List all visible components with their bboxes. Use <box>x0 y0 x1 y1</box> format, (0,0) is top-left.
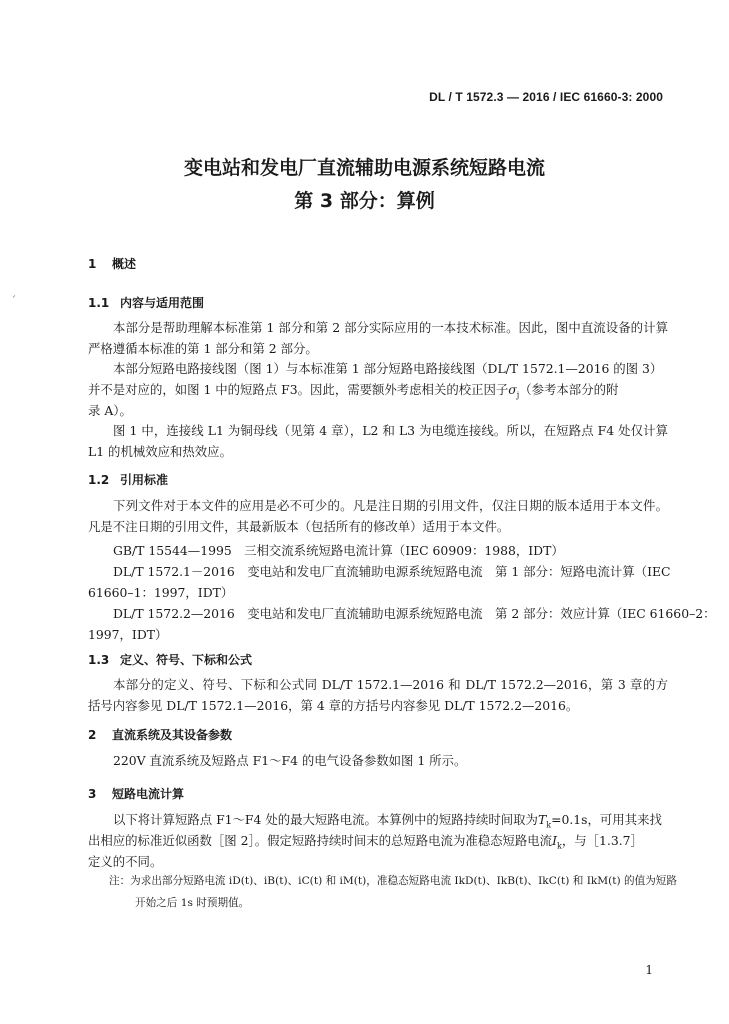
section-number: 1.2 <box>88 473 110 487</box>
document-title: 变电站和发电厂直流辅助电源系统短路电流 <box>183 157 545 179</box>
paragraph-line: 220V 直流系统及短路点 F1～F4 的电气设备参数如图 1 所示。 <box>113 753 467 768</box>
sigma-symbol: σ <box>508 382 517 397</box>
paragraph: 下列文件对于本文件的应用是必不可少的。凡是注日期的引用文件，仅注日期的版本适用于本文件。凡是不注日期的引用文件，其最新版本（包括所有的修改单）适用于本文件。 <box>88 498 668 534</box>
subscript: k <box>556 841 562 851</box>
paragraph-line: 本部分短路电路接线图（图 1）与本标准第 1 部分短路电路接线图（DL/T 1572.1—2016 的图 3） <box>113 361 663 376</box>
ik-symbol: I <box>552 833 557 848</box>
section-number: 1.3 <box>88 653 110 667</box>
text-run: 并不是对应的，如图 1 中的短路点 F3。因此，需要额外考虑相关的校正因子 <box>88 382 509 397</box>
paragraph: 本部分的定义、符号、下标和公式同 DL/T 1572.1—2016 和 DL/T 1572.2—2016，第 3 章的方括号内容参见 DL/T 1572.1—2016，第 4 章的方括号内容参见 DL/T 1572.2—2016。 <box>88 677 668 713</box>
section-title: 引用标准 <box>120 473 169 487</box>
section-heading-1 <box>88 255 136 272</box>
section-number: 2 <box>88 728 97 742</box>
paragraph-line <box>88 831 643 850</box>
paragraph: 图 1 中，连接线 L1 为铜母线（见第 4 章），L2 和 L3 为电缆连接线。所以，在短路点 F4 处仅计算 L1 的机械效应和热效应。 <box>88 423 668 459</box>
document-subtitle: 第 3 部分：算例 <box>294 190 435 212</box>
section-number: 1 <box>88 257 97 271</box>
standard-code-header: DL / T 1572.3 — 2016 / IEC 61660-3: 2000 <box>429 90 663 104</box>
section-heading-1-3 <box>88 651 252 668</box>
page-number: 1 <box>645 963 653 977</box>
section-title: 内容与适用范围 <box>120 296 205 310</box>
section-title: 定义、符号、下标和公式 <box>120 653 253 667</box>
paragraph-line: 定义的不同。 <box>88 854 163 869</box>
section-number: 3 <box>88 787 97 801</box>
subscript: k <box>546 820 552 830</box>
section-heading-1-1 <box>88 294 204 311</box>
text-run: =0.1s，可用其来找 <box>551 812 662 827</box>
section-title: 直流系统及其设备参数 <box>112 728 233 742</box>
text-run: ，与［1.3.7］ <box>561 833 643 848</box>
section-heading-2 <box>88 726 232 743</box>
text-run: （参考本部分的附 <box>519 382 619 397</box>
section-title: 短路电流计算 <box>112 787 185 801</box>
section-number: 1.1 <box>88 296 110 310</box>
note-line: 注：为求出部分短路电流 iD(t)、iB(t)、iC(t) 和 iM(t)，准稳态短路电流 IkD(t)、IkB(t)、IkC(t) 和 IkM(t) 的值为短路 <box>109 875 677 887</box>
reference-item: GB/T 15544—1995 三相交流系统短路电流计算（IEC 60909：1988，IDT） <box>113 543 564 558</box>
reference-item-cont: 1997，IDT） <box>88 627 168 642</box>
paragraph-line <box>113 810 662 829</box>
text-run: 以下将计算短路点 F1～F4 处的最大短路电流。本算例中的短路持续时间取为 <box>113 812 538 827</box>
reference-item: DL/T 1572.1－2016 变电站和发电厂直流辅助电源系统短路电流 第 1 部分：短路电流计算（IEC <box>113 564 671 579</box>
reference-item-cont: 61660–1：1997，IDT） <box>88 585 234 600</box>
subscript: j <box>516 390 520 400</box>
note-line: 开始之后 1s 时预期值。 <box>135 897 250 909</box>
section-heading-3 <box>88 785 184 802</box>
section-title: 概述 <box>112 257 137 271</box>
paragraph-line <box>88 380 618 399</box>
margin-mark: ˊ <box>11 296 16 307</box>
paragraph: 本部分是帮助理解本标准第 1 部分和第 2 部分实际应用的一本技术标准。因此，图中直流设备的计算严格遵循本标准的第 1 部分和第 2 部分。 <box>88 320 668 356</box>
reference-item: DL/T 1572.2—2016 变电站和发电厂直流辅助电源系统短路电流 第 2 部分：效应计算（IEC 61660–2： <box>113 606 716 621</box>
tk-symbol: T <box>537 812 547 827</box>
text-run: 出相应的标准近似函数［图 2］。假定短路持续时间末的总短路电流为准稳态短路电流 <box>88 833 553 848</box>
section-heading-1-2 <box>88 471 168 488</box>
paragraph-line: 录 A）。 <box>88 403 132 418</box>
